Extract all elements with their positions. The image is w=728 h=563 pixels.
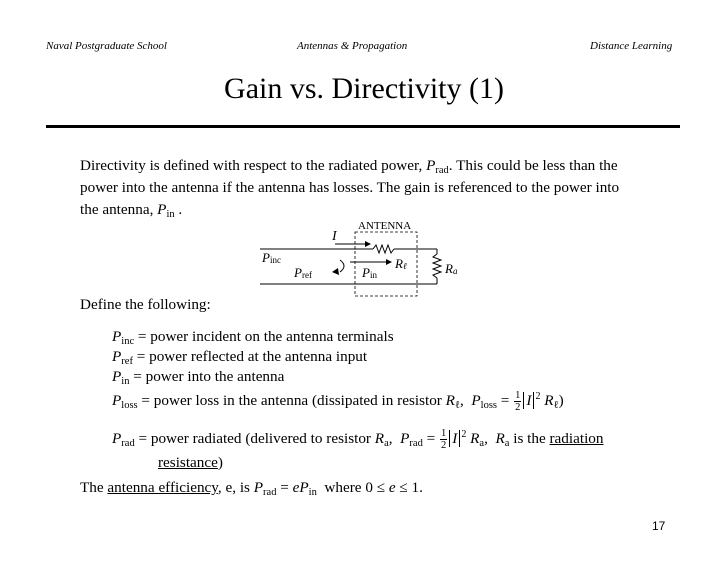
intro-line2: power into the antenna if the antenna has losses. The gain is referenced to the power into: [80, 179, 620, 196]
slide-title: Gain vs. Directivity (1): [224, 72, 504, 105]
intro-paragraph: Directivity is defined with respect to the radiated power, $P_{rad}$. This could be less than the power into the antenna if the antenna has losses. The gain is referenced to the power into the antenna, $P_{in}$ .: [80, 157, 620, 220]
current-label: I: [332, 229, 337, 244]
def-p-inc: $P_{inc}$ = power incident on the antenna terminals: [112, 328, 394, 347]
p-ref-label: Pref: [294, 265, 312, 280]
def-p-loss: $P_{loss}$ = power loss in the antenna (dissipated in resistor $R_\ell$, $P_{loss}$ = $\frac{1}{2}$ I $^2$ $R_\ell$): [112, 390, 564, 413]
r-loss-label: Rℓ: [395, 256, 407, 271]
def-p-rad-cont: resistance): [158, 454, 223, 471]
def-p-rad: $P_{rad}$ = power radiated (delivered to resistor $R_a$, $P_{rad}$ = $\frac{1}{2}$ I $^2$ $R_a$, $R_a$ is the radiation: [112, 428, 604, 451]
radiation-resistor: [433, 254, 441, 278]
antenna-label: ANTENNA: [358, 220, 412, 232]
r-a-label: Ra: [445, 261, 458, 276]
half-fraction: $\frac{1}{2}$: [515, 390, 521, 413]
define-heading: Define the following:: [80, 296, 211, 313]
header-course: Antennas & Propagation: [297, 40, 408, 52]
intro-line3: the antenna,: [80, 201, 154, 218]
reflected-arrow: [340, 260, 344, 272]
title-divider: [46, 125, 680, 128]
loss-resistor: [373, 245, 394, 253]
def-p-in: $P_{in}$ = power into the antenna: [112, 368, 285, 387]
p-in-label: Pin: [362, 265, 377, 280]
header-school: Naval Postgraduate School: [46, 40, 167, 52]
def-p-ref: $P_{ref}$ = power reflected at the antenna input: [112, 348, 368, 367]
intro-line1a: Directivity is defined with respect to the radiated power,: [80, 157, 423, 174]
antenna-circuit-diagram: [250, 214, 458, 304]
page-number: 17: [652, 519, 666, 533]
efficiency-statement: The antenna efficiency, e, is $P_{rad} = eP_{in}$ where 0 ≤ e ≤ 1.: [80, 479, 423, 498]
radiation-term: radiation: [549, 429, 604, 447]
resistance-term: resistance: [158, 454, 218, 471]
p-inc-label: Pinc: [262, 250, 281, 265]
antenna-efficiency-term: antenna efficiency: [107, 479, 218, 496]
header-program: Distance Learning: [590, 40, 673, 52]
